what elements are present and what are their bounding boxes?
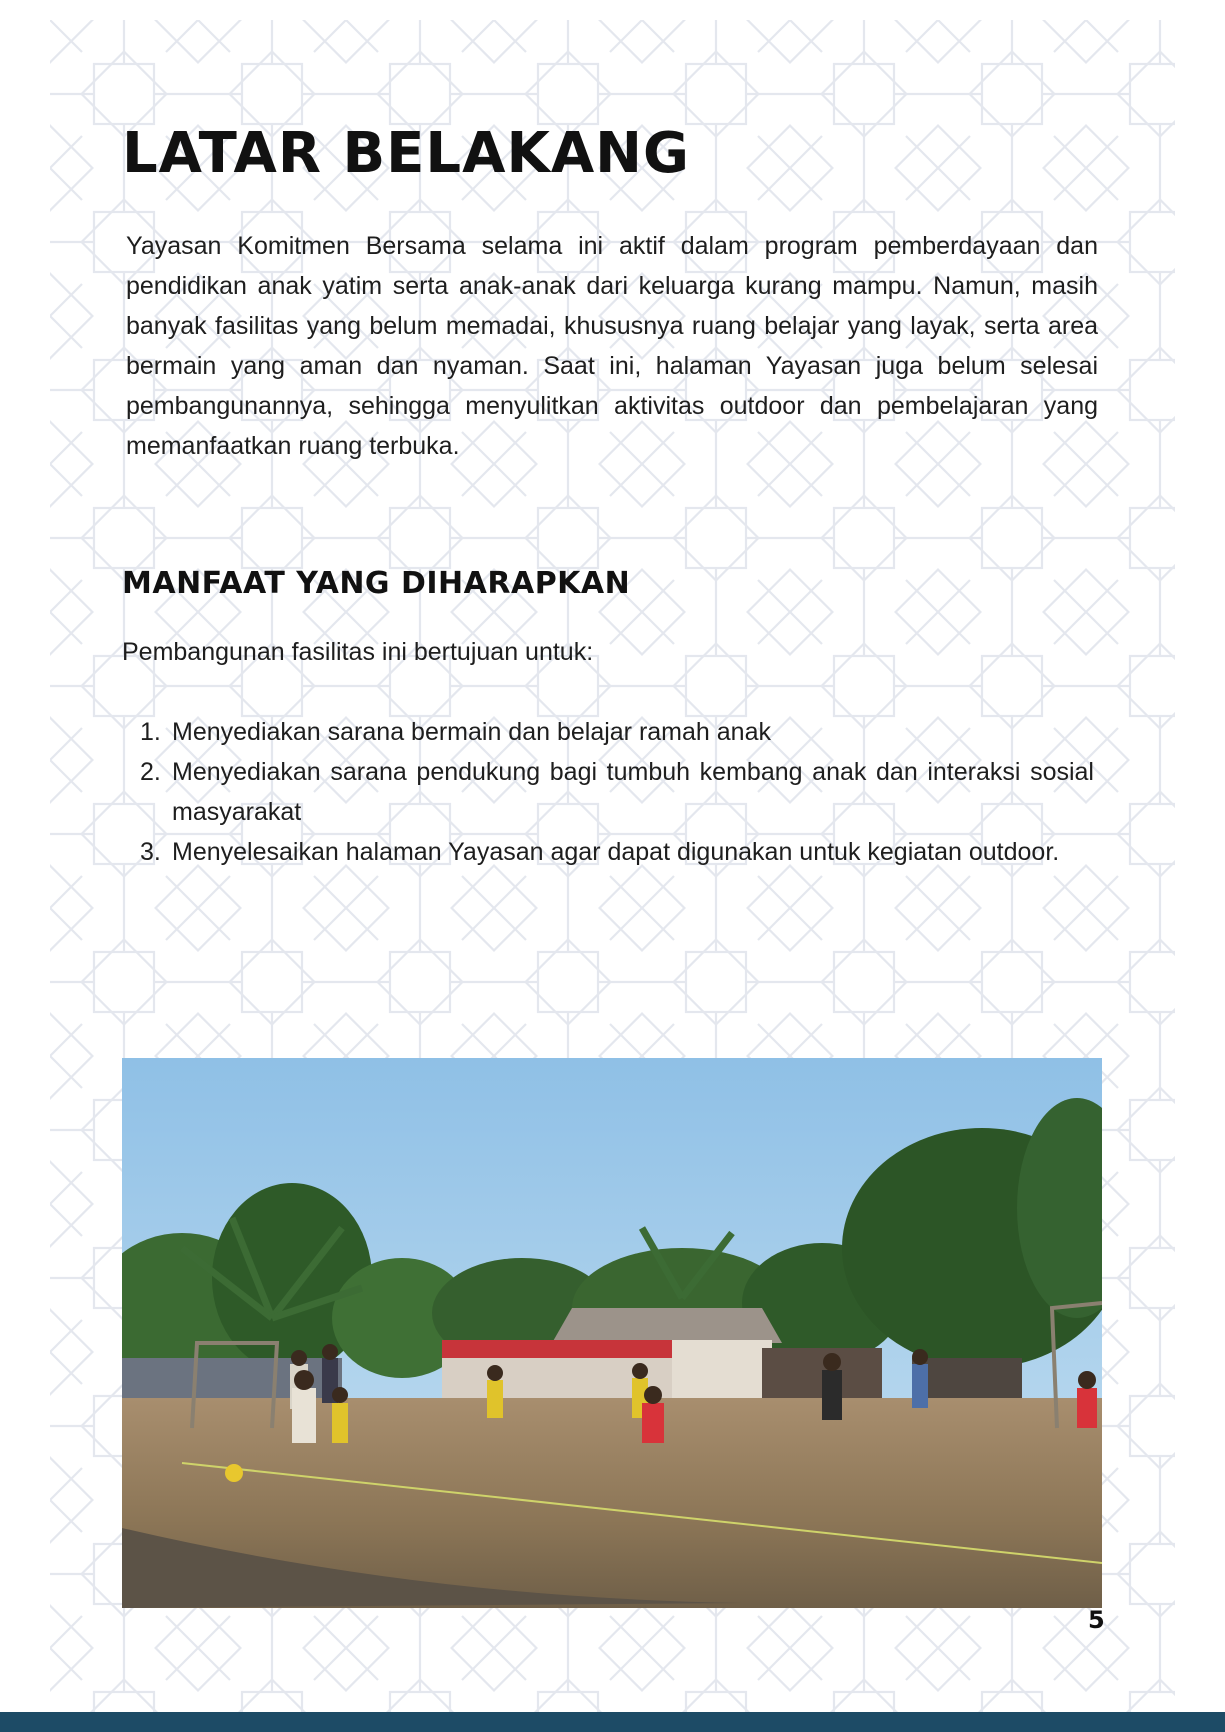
background-paragraph: Yayasan Komitmen Bersama selama ini aktif dalam program pemberdayaan dan pendidikan anak yatim serta anak-anak dari keluarga kurang mampu. Namun, masih banyak fasilitas yang belum memadai, khususnya ruang belajar yang layak, serta area bermain yang aman dan nyaman. Saat ini, halaman Yayasan juga belum selesai pembangunannya, sehingga menyulitkan aktivitas outdoor dan pembelajaran yang memanfaatkan ruang terbuka.: [126, 232, 1098, 460]
list-number: 2.: [140, 758, 161, 786]
list-item: [140, 712, 1094, 752]
list-number: 3.: [140, 838, 161, 866]
list-text: Menyelesaikan halaman Yayasan agar dapat digunakan untuk kegiatan outdoor.: [172, 838, 1060, 866]
list-text: Menyediakan sarana bermain dan belajar ramah anak: [172, 718, 771, 746]
benefits-heading: MANFAAT YANG DIHARAPKAN: [122, 566, 631, 601]
list-text: Menyediakan sarana pendukung bagi tumbuh kembang anak dan interaksi sosial masyarakat: [172, 758, 1094, 826]
list-number: 1.: [140, 718, 161, 746]
list-item: [140, 752, 1094, 832]
footer-bar: [0, 1712, 1225, 1732]
list-item: [140, 832, 1094, 872]
benefits-lead: Pembangunan fasilitas ini bertujuan untuk:: [122, 638, 594, 666]
field-photo: [122, 1058, 1102, 1608]
benefits-list: [140, 712, 1094, 872]
page-number: 5: [1088, 1606, 1105, 1634]
page-title: LATAR BELAKANG: [122, 121, 691, 186]
